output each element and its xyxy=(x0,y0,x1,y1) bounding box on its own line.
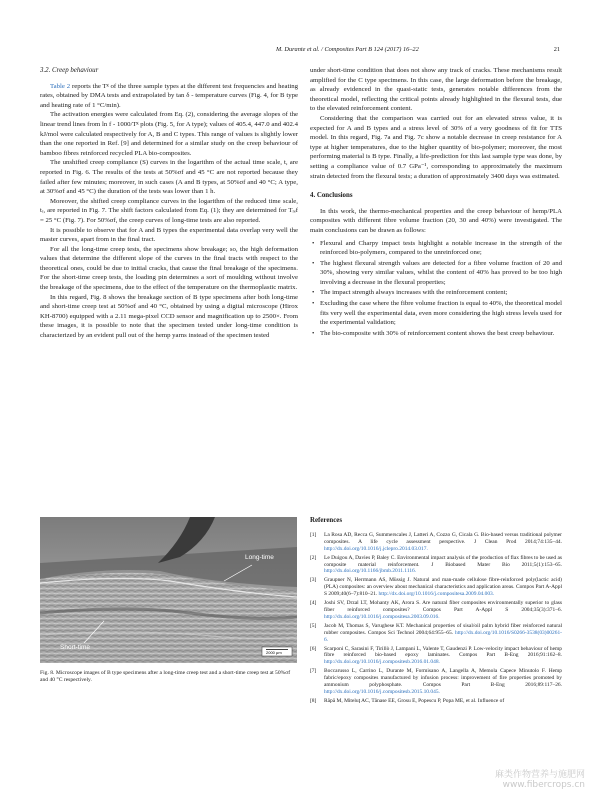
paragraph: For all the long-time creep tests, the specimens show breakage; so, the high deformation values that determine the different slope of the curves in the final tracts with respect to the theoretical ones, could be due to initial cracks, that cause the final breakage of the specimens. For the short-time creep tests, the loading pin determines a sort of moulding without involve the breakage of the specimens, due to the effect of the temperature on the thermoplastic matrix. xyxy=(40,245,298,292)
conclusions-list xyxy=(310,239,562,339)
reference-item: [5] Jacob M, Thomas S, Varughese KT. Mechanical properties of sisal/oil palm hybrid fiber reinforced natural rubber composites. Compos Sci Technol 2004;64:955–65. http://dx.doi.org/10.1016/S0266-3538(03)00261-6. xyxy=(310,622,562,643)
section-heading-conclusions: 4. Conclusions xyxy=(310,192,353,200)
right-column xyxy=(310,66,562,339)
paragraph: Table 2 reports the Tᵍ of the three sample types at the different test frequencies and heating rates, obtained by DMA tests and extrapolated by tan δ - temperature curves (Fig. 4, for B type and heating rate of 1 °C/min). xyxy=(40,82,298,109)
short-time-label: Short-time xyxy=(60,644,90,651)
list-item: • Excluding the case where the fibre volume fraction is equal to 40%, the theoretical model fits very well the experimental data, even more considering the high stress levels used for the experimental validation; xyxy=(310,299,562,328)
paragraph: It is possible to observe that for A and B types the experimental data overlap very well the master curves, apart from in the final tract. xyxy=(40,226,298,244)
table-2-link[interactable]: Table 2 xyxy=(50,82,71,90)
section-heading-creep: 3.2. Creep behaviour xyxy=(40,67,99,74)
journal-citation: M. Durante et al. / Composites Part B 124 (2017) 16–22 xyxy=(276,46,419,53)
doi-link[interactable]: http://dx.doi.org/10.1016/j.compositesa.2003.09.016. xyxy=(324,613,440,620)
reference-item: [6] Scarponi C, Sarasini F, Tirillò J, Lampani L, Valente T, Gaudenzi P. Low-velocity impact behaviour of hemp fibre reinforced bio-based epoxy laminates. Compos Part B-Eng 2016;91:162–8. http://dx.doi.org/10.1016/j.compositesb.2016.01.048. xyxy=(310,645,562,666)
reference-item: [4] Joshi SV, Drzal LT, Mohanty AK, Arora S. Are natural fiber composites environmentally superior to glass fiber reinforced composites? Compos Part A-Appl S 2004;35(3):371–6. http://dx.doi.org/10.1016/j.compositesa.2003.09.016. xyxy=(310,600,562,620)
left-column xyxy=(40,66,298,341)
reference-item: [2] Le Duigou A, Davies P, Baley C. Environmental impact analysis of the production of flax fibres to be used as composite material reinforcement. J Biobased Mater Bio 2011;5(1):153–65. http://dx.doi.org/10.1166/jbmb.2011.1116. xyxy=(310,554,562,575)
doi-link[interactable]: http://dx.doi.org/10.1016/j.compositesb.2015.10.045. xyxy=(324,688,440,695)
microscope-photo xyxy=(40,517,297,663)
doi-link[interactable]: http://dx.doi.org/10.1016/S0266-3538(03)00261-6. xyxy=(324,629,562,643)
page-number: 21 xyxy=(553,46,560,53)
paragraph: In this work, the thermo-mechanical properties and the creep behaviour of hemp/PLA composites with different fibre volume fraction (20, 30 and 40%) were investigated. The main conclusions can be drawn as follows: xyxy=(310,207,562,234)
doi-link[interactable]: http://dx.doi.org/10.1016/j.compositesa.2009.04.003. xyxy=(378,591,495,598)
doi-link[interactable]: http://dx.doi.org/10.1016/j.compositesb.2016.01.048. xyxy=(324,659,440,666)
reference-item: [1] La Rosa AD, Recca G, Summerscales J, Latteri A, Cozzo G, Cicala G. Bio-based versus traditional polymer composites. A life cycle assessment perspective. J Clean Prod 2014;74:135–44. http://dx.doi.org/10.1016/j.jclepro.2014.03.017. xyxy=(310,531,562,552)
references-section xyxy=(310,518,562,707)
list-item: • The impact strength always increases with the reinforcement content; xyxy=(310,288,562,298)
paragraph: Considering that the comparison was carried out for an elevated stress value, it is expected for A and B types and a stress level of 30% σf a very goodness of fit for TTS model. In this regard, Fig. 7a and Fig. 7c show a notable decrease in creep resistance for A type at higher temperatures, due to the higher quantity of bio-polymer; moreover, the most performing material is B type. Finally, a life-prediction for this last sample type was done, by setting a compliance value of 0.7 GPa⁻¹, corresponding to approximately the maximum strain detected from the flexural tests; a duration of approximately 3400 days was estimated. xyxy=(310,114,562,180)
paragraph: Moreover, the shifted creep compliance curves in the logarithm of the reduced time scale, tᵣ, are reported in Fig. 7. The shift factors calculated from Eq. (1); they are determined for Tᵣₑf = 25 °C (Fig. 7). For 50%σf, the creep curves of long-time tests are also reported. xyxy=(40,197,298,224)
reference-item: [3] Graupner N, Herrmann AS, Müssig J. Natural and man-made cellulose fibre-reinforced poly(lactic acid) (PLA) composites: an overview about mechanical characteristics and application areas. Compos Part A-Appl S 2009;40(6–7):810–21. http://dx.doi.org/10.1016/j.compositesa.2009.04.003. xyxy=(310,577,562,598)
paragraph: In this regard, Fig. 8 shows the breakage section of B type specimens after both long-time and short-time creep test at 50%σf and 40 °C, obtained by using a digital microscope (Hirox KH-8700) equipped with a 2.11 mega-pixel CCD sensor and magnification up to 2500×. From these images, it is possible to note that the specimen tested under long-time condition is characterized by an evident pull out of the hemp yarns instead of the specimen tested xyxy=(40,293,298,340)
reference-item: [8] Răpă M, Miteluţ AC, Tănase EE, Grosu E, Popescu P, Popa ME, et al. Influence of xyxy=(310,697,505,704)
paragraph: under short-time condition that does not show any track of cracks. These mechanisms result amplified for the C type specimens. In this case, the large deformation before the breakage, as already evidenced in the quasi-static tests, generates notable differences from the theoretical model, reflecting the critical points already highlighted in the flexural tests, due to the elevated reinforcement content. xyxy=(310,67,562,113)
paragraph: The activation energies were calculated from Eq. (2), considering the average slopes of the linear trend lines from ln f - 1000/Tᵍ plots (Fig. 5, for A type); values of 405.4, 447.0 and 402.4 kJ/mol were calculated respectively for A, B and C types. This range of values is slightly lower than the one reported in Ref. [9] and determined for a similar study on the creep behaviour of bamboo fibres reinforced recycled PLA bio-composites. xyxy=(40,111,298,157)
figure-8-microscope-image xyxy=(40,517,297,663)
reference-item: [7] Boccarusso L, Carrino L, Durante M, Formisano A, Langella A, Memola Capece Minutolo F. Hemp fabric/epoxy composites manufactured by infusion process: improvement of fire properties promoted by ammonium polyphosphate. Compos Part B-Eng 2016;89:117–26. http://dx.doi.org/10.1016/j.compositesb.2015.10.045. xyxy=(310,668,562,695)
figure-caption: Fig. 8. Microscope images of B type specimens after a long-time creep test and a short-time creep test at 50%σf and 40 °C respectively. xyxy=(40,670,291,684)
scale-bar-label: 2000 μm xyxy=(266,650,282,655)
list-item: • Flexural and Charpy impact tests highlight a notable increase in the strength of the reinforced bio-polymers, compared to the unreinforced one; xyxy=(310,239,562,258)
list-item: • The highest flexural strength values are detected for a fibre volume fraction of 20 and 30%, showing very similar values, whilst the content of 40% has proved to be too high involving a decrease in the flexural properties; xyxy=(310,259,562,288)
doi-link[interactable]: http://dx.doi.org/10.1016/j.jclepro.2014.03.017. xyxy=(324,545,428,552)
long-time-label: Long-time xyxy=(245,554,274,561)
watermark: 麻类作物营养与施肥网 www.fibercrops.cn xyxy=(494,770,585,790)
list-item: • The bio-composite with 30% of reinforcement content shows the best creep behaviour. xyxy=(310,329,562,339)
paragraph: The unshifted creep compliance (S) curves in the logarithm of the actual time scale, t, are reported in Fig. 6. The results of the tests at 50%σf and 45 °C are not reported because they failed after few minutes; moreover, in such cases (A and B types, at 50%σf and 40 °C; A type, at 30%σf and 45 °C) the duration of the tests was lower than 1 h. xyxy=(40,159,298,196)
doi-link[interactable]: http://dx.doi.org/10.1166/jbmb.2011.1116. xyxy=(324,568,417,575)
references-heading: References xyxy=(310,517,343,524)
